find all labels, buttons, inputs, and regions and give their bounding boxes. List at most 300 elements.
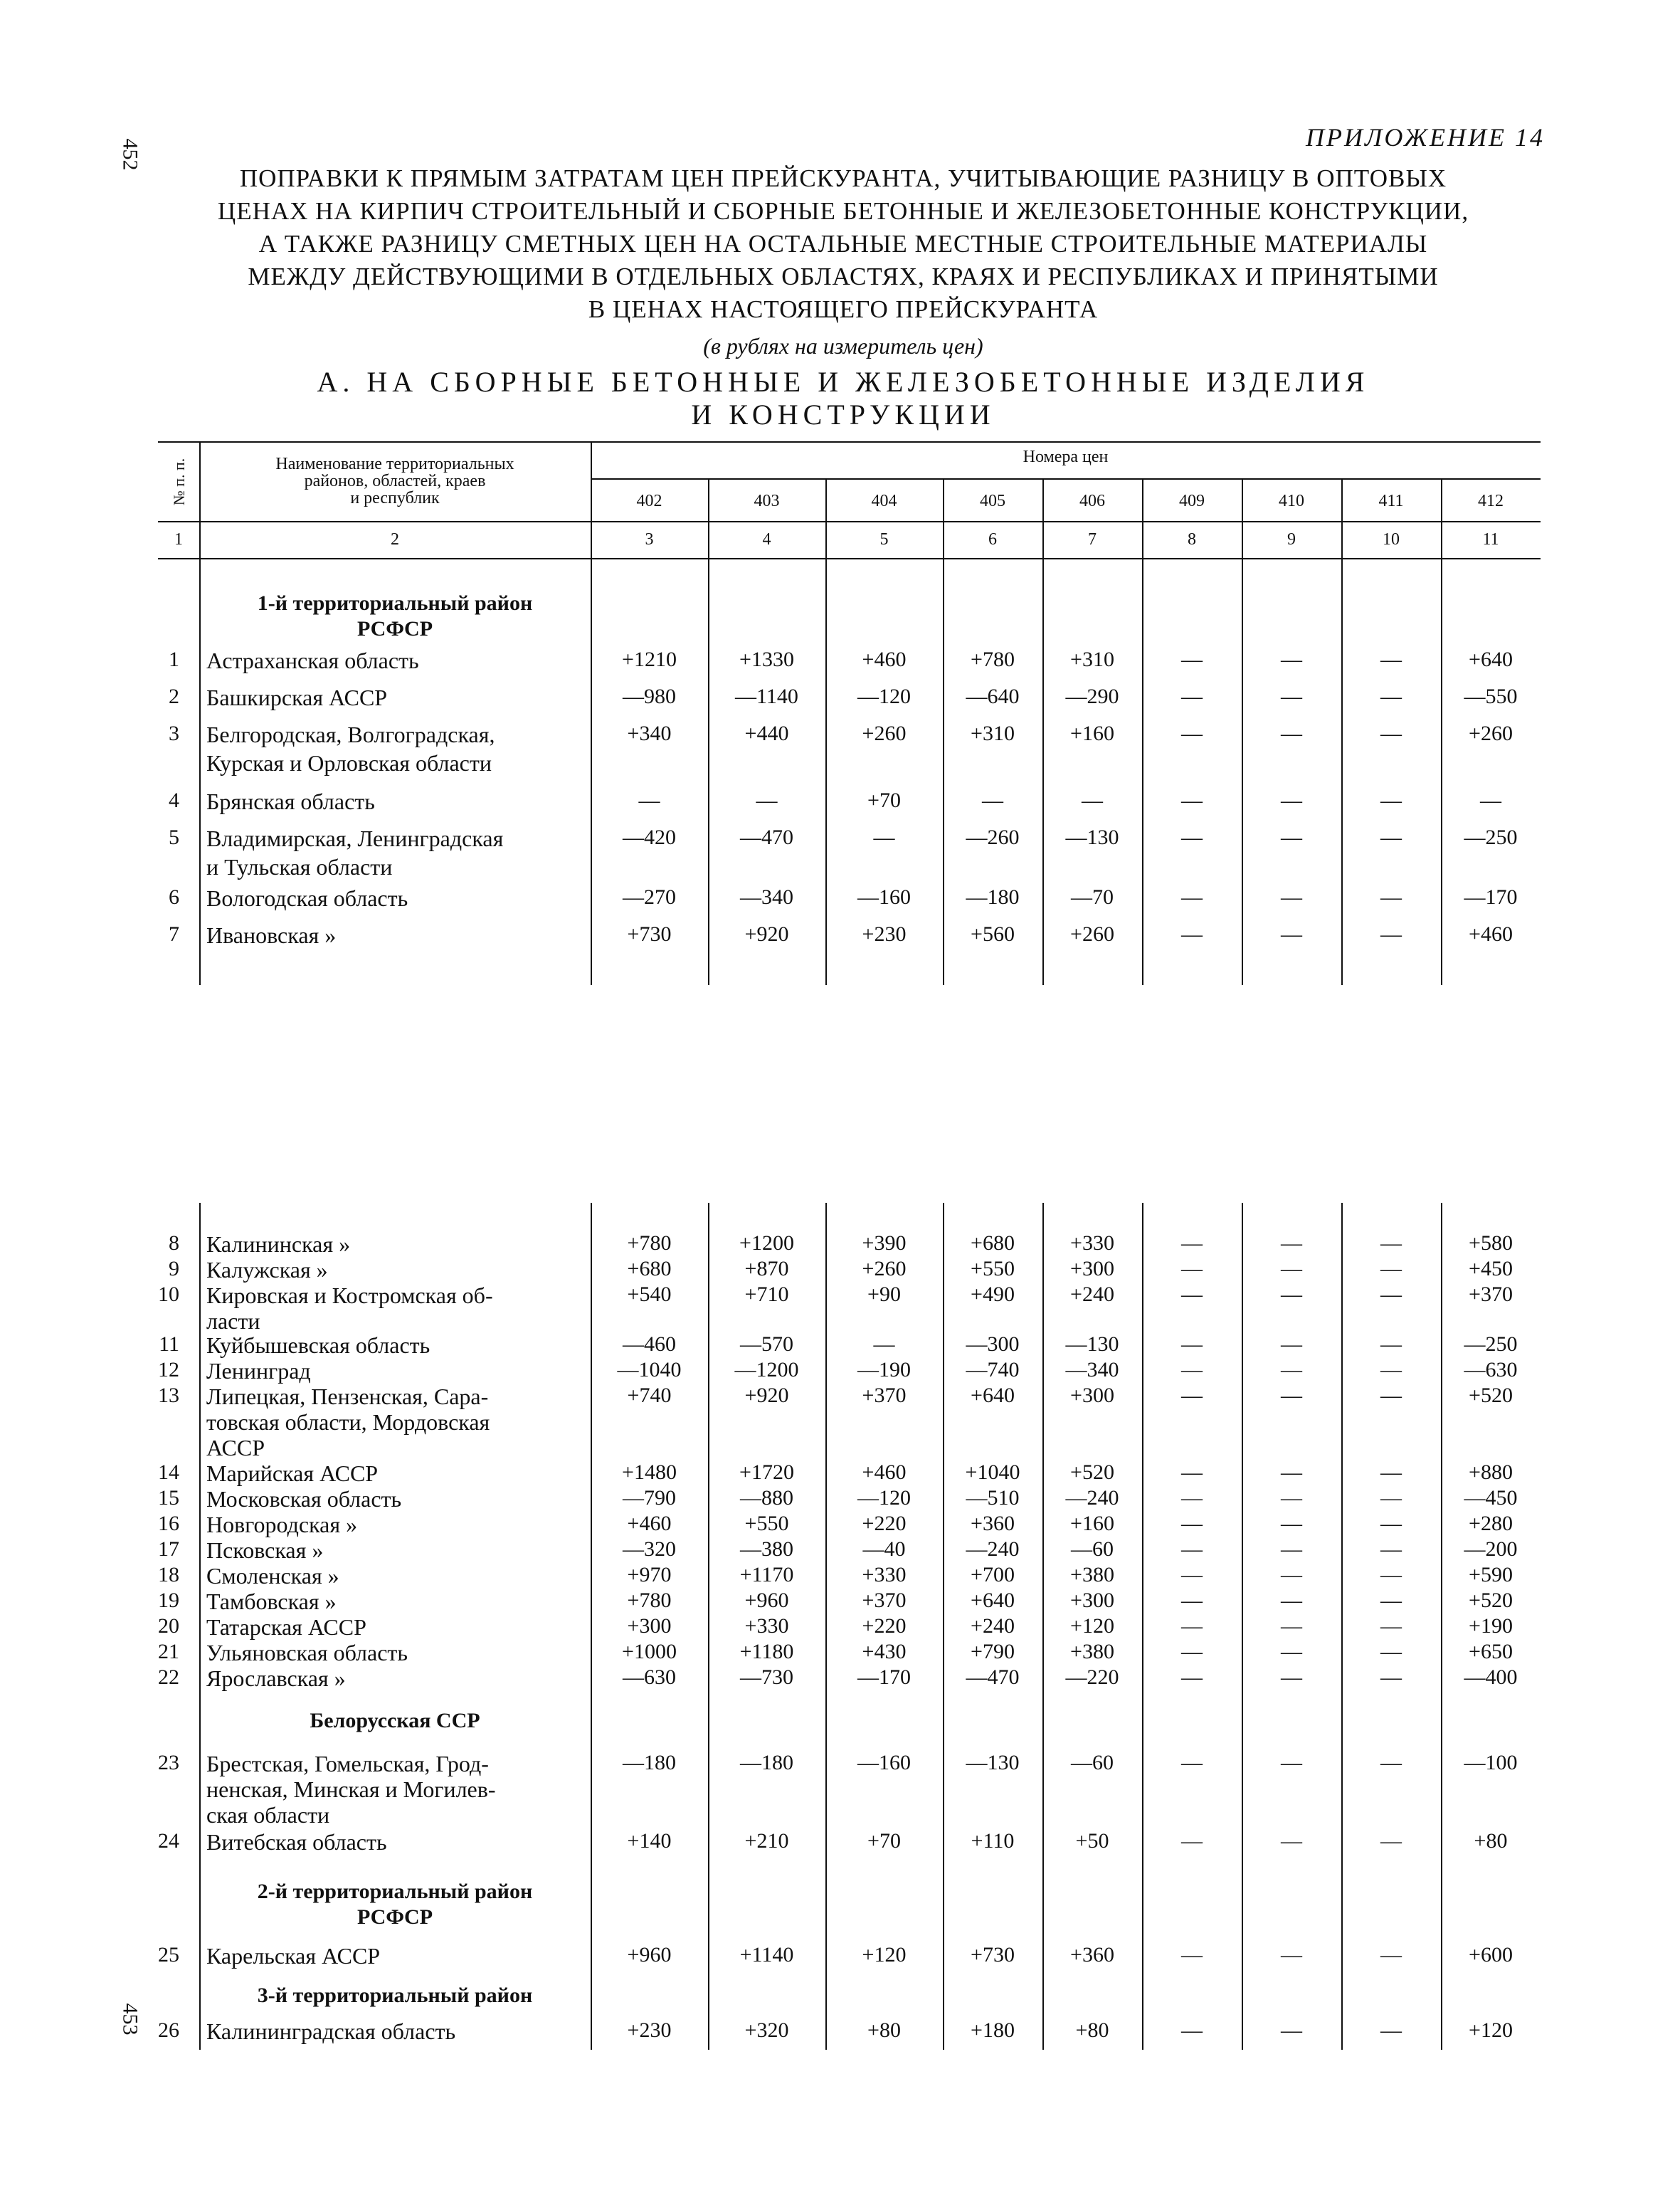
table-top-rule (158, 441, 1541, 443)
row-number: 20 (158, 1614, 179, 1638)
price-correction: +300 (1070, 1384, 1114, 1407)
price-correction: +380 (1070, 1640, 1114, 1663)
row-number: 22 (158, 1665, 179, 1689)
price-correction: +640 (971, 1384, 1015, 1407)
row-number: 5 (169, 826, 179, 849)
header-col-number: 7 (1088, 530, 1097, 549)
header-name-col: Наименование территориальных (275, 455, 514, 473)
price-correction: — (1480, 789, 1501, 812)
price-correction: —980 (623, 685, 676, 708)
price-correction: — (1181, 1829, 1203, 1853)
price-correction: — (1281, 1829, 1302, 1853)
price-correction: +160 (1070, 1512, 1114, 1535)
title-line: А ТАКЖЕ РАЗНИЦУ СМЕТНЫХ ЦЕН НА ОСТАЛЬНЫЕ МЕСТНЫЕ СТРОИТЕЛЬНЫЕ МАТЕРИАЛЫ (258, 230, 1428, 258)
price-correction: — (1380, 1332, 1402, 1356)
price-correction: —40 (862, 1537, 906, 1561)
header-num-label: № п. п. (170, 458, 188, 506)
price-correction: — (638, 789, 660, 812)
header-col-number: 1 (174, 530, 183, 549)
body-vline (1341, 558, 1343, 985)
price-correction: — (1181, 1614, 1203, 1638)
section-title-line: И КОНСТРУКЦИИ (691, 399, 995, 431)
appendix-label: ПРИЛОЖЕНИЕ 14 (1306, 123, 1545, 152)
price-correction: — (1380, 1257, 1402, 1280)
price-correction: — (1181, 1751, 1203, 1774)
price-correction: +1720 (739, 1460, 794, 1484)
price-correction: — (1281, 1589, 1302, 1612)
header-name-col: и республик (350, 489, 440, 507)
region-name: Марийская АССР (206, 1460, 379, 1486)
price-correction: +310 (1070, 648, 1114, 671)
region-name: Курская и Орловская области (206, 750, 492, 776)
price-correction: —290 (1065, 685, 1119, 708)
header-col-number: 9 (1287, 530, 1296, 549)
region-name: Вологодская область (206, 885, 408, 911)
price-correction: +920 (744, 922, 789, 946)
price-correction: — (1380, 789, 1402, 812)
price-correction: — (1380, 2018, 1402, 2042)
region-name: Кировская и Костромская об- (206, 1283, 493, 1308)
price-correction: — (1281, 2018, 1302, 2042)
price-correction: —120 (857, 685, 911, 708)
price-correction: +520 (1469, 1589, 1513, 1612)
row-number: 4 (169, 789, 179, 812)
price-correction: +390 (862, 1231, 907, 1255)
price-correction: —340 (740, 885, 793, 909)
header-bottom-rule (158, 521, 1541, 522)
price-correction: — (1380, 922, 1402, 946)
price-correction: —60 (1071, 1751, 1114, 1774)
body-vline (708, 558, 709, 985)
body-vline (591, 1203, 592, 2050)
row-number: 10 (158, 1283, 179, 1306)
price-correction: +650 (1469, 1640, 1513, 1663)
header-price-code: 409 (1179, 492, 1205, 510)
price-correction: +960 (744, 1589, 789, 1612)
row-number: 19 (158, 1589, 179, 1612)
price-correction: +330 (862, 1563, 907, 1586)
region-name: и Тульская области (206, 854, 393, 880)
price-correction: —260 (966, 826, 1020, 849)
price-correction: +230 (627, 2018, 672, 2042)
price-correction: —130 (1065, 826, 1119, 849)
price-correction: — (1181, 1537, 1203, 1561)
header-price-code: 402 (636, 492, 662, 510)
price-correction: — (982, 789, 1003, 812)
price-correction: +700 (971, 1563, 1015, 1586)
row-number: 2 (169, 685, 179, 708)
price-correction: +430 (862, 1640, 907, 1663)
price-correction: — (873, 1332, 895, 1356)
price-correction: —570 (740, 1332, 793, 1356)
price-correction: — (873, 826, 895, 849)
region-name: Ульяновская область (206, 1640, 408, 1665)
header-name-col: районов, областей, краев (304, 472, 486, 490)
price-correction: +710 (744, 1283, 789, 1306)
price-correction: — (1181, 1332, 1203, 1356)
group-title: РСФСР (356, 1905, 433, 1929)
price-correction: — (1281, 826, 1302, 849)
price-correction: +780 (627, 1589, 672, 1612)
region-name: ненская, Минская и Могилев- (206, 1776, 496, 1802)
price-correction: +260 (862, 722, 907, 745)
price-correction: — (1281, 1384, 1302, 1407)
price-correction: +740 (627, 1384, 672, 1407)
price-correction: — (1181, 885, 1203, 909)
price-correction: — (1281, 722, 1302, 745)
price-correction: —740 (966, 1358, 1020, 1381)
price-correction: +160 (1070, 722, 1114, 745)
price-correction: +120 (1070, 1614, 1114, 1638)
price-correction: +260 (1070, 922, 1114, 946)
price-correction: +450 (1469, 1257, 1513, 1280)
price-correction: +880 (1469, 1460, 1513, 1484)
price-correction: —380 (740, 1537, 793, 1561)
price-correction: — (1380, 1829, 1402, 1853)
price-correction: +300 (627, 1614, 672, 1638)
price-correction: — (1181, 1943, 1203, 1966)
price-correction: +120 (862, 1943, 907, 1966)
region-name: Витебская область (206, 1829, 387, 1855)
region-name: Брестская, Гомельская, Грод- (206, 1751, 489, 1776)
price-correction: — (1181, 1512, 1203, 1535)
price-correction: —60 (1071, 1537, 1114, 1561)
price-correction: +370 (862, 1589, 907, 1612)
price-correction: +640 (971, 1589, 1015, 1612)
header-col-number: 3 (645, 530, 654, 549)
price-correction: —340 (1065, 1358, 1119, 1381)
price-correction: +590 (1469, 1563, 1513, 1586)
price-correction: +300 (1070, 1257, 1114, 1280)
price-correction: +1140 (739, 1943, 794, 1966)
price-correction: —640 (966, 685, 1020, 708)
price-correction: — (1281, 1563, 1302, 1586)
header-col-number: 11 (1482, 530, 1499, 549)
price-correction: +1330 (739, 648, 794, 671)
units-note: (в рублях на измеритель цен) (703, 333, 983, 359)
price-correction: — (756, 789, 778, 812)
region-name: Башкирская АССР (206, 685, 388, 710)
price-correction: — (1380, 1640, 1402, 1663)
price-correction: —470 (966, 1665, 1020, 1689)
region-name: Калужская » (206, 1257, 328, 1283)
header-col-number: 4 (762, 530, 771, 549)
row-number: 13 (158, 1384, 179, 1407)
price-correction: +680 (971, 1231, 1015, 1255)
price-correction: — (1380, 1231, 1402, 1255)
price-correction: +730 (627, 922, 672, 946)
row-number: 12 (158, 1358, 179, 1381)
price-correction: — (1281, 1665, 1302, 1689)
body-vline (825, 1203, 827, 2050)
price-correction: —170 (857, 1665, 911, 1689)
page-number-top: 452 (118, 138, 142, 171)
price-correction: +1210 (622, 648, 677, 671)
price-correction: —1040 (617, 1358, 682, 1381)
price-correction: +440 (744, 722, 789, 745)
region-name: Татарская АССР (206, 1614, 366, 1640)
price-correction: —630 (1464, 1358, 1518, 1381)
price-correction: +1180 (739, 1640, 794, 1663)
region-name: Калининградская область (206, 2018, 456, 2044)
price-correction: —180 (623, 1751, 676, 1774)
region-name: АССР (206, 1435, 265, 1460)
price-correction: — (1082, 789, 1103, 812)
group-title: РСФСР (356, 617, 433, 641)
row-number: 24 (158, 1829, 179, 1853)
price-correction: — (1380, 1563, 1402, 1586)
price-correction: —240 (1065, 1486, 1119, 1510)
price-correction: —250 (1464, 826, 1518, 849)
price-correction: +460 (627, 1512, 672, 1535)
price-correction: —250 (1464, 1332, 1518, 1356)
price-correction: — (1181, 1486, 1203, 1510)
price-correction: —320 (623, 1537, 676, 1561)
price-correction: —130 (1065, 1332, 1119, 1356)
price-correction: — (1380, 1589, 1402, 1612)
price-correction: +320 (744, 2018, 789, 2042)
price-correction: — (1281, 1332, 1302, 1356)
price-correction: +80 (867, 2018, 901, 2042)
price-correction: —160 (857, 1751, 911, 1774)
region-name: Калининская » (206, 1231, 351, 1257)
price-correction: —300 (966, 1332, 1020, 1356)
header-price-code: 412 (1478, 492, 1504, 510)
price-correction: +240 (971, 1614, 1015, 1638)
region-name: Тамбовская » (206, 1589, 337, 1614)
price-correction: — (1181, 1665, 1203, 1689)
price-correction: — (1181, 922, 1203, 946)
header-col-number: 2 (391, 530, 399, 549)
row-number: 11 (159, 1332, 179, 1356)
row-number: 9 (169, 1257, 179, 1280)
price-correction: — (1380, 826, 1402, 849)
price-correction: —460 (623, 1332, 676, 1356)
price-correction: +490 (971, 1283, 1015, 1306)
section-title-line: А. НА СБОРНЫЕ БЕТОННЫЕ И ЖЕЛЕЗОБЕТОННЫЕ ИЗДЕЛИЯ (317, 366, 1370, 398)
price-correction: — (1181, 2018, 1203, 2042)
price-correction: — (1181, 722, 1203, 745)
row-number: 16 (158, 1512, 179, 1535)
title-line: ЦЕНАХ НА КИРПИЧ СТРОИТЕЛЬНЫЙ И СБОРНЫЕ БЕТОННЫЕ И ЖЕЛЕЗОБЕТОННЫЕ КОНСТРУКЦИИ, (217, 197, 1469, 225)
price-correction: +220 (862, 1512, 907, 1535)
region-name: Липецкая, Пензенская, Сара- (206, 1384, 489, 1409)
price-correction: —170 (1464, 885, 1518, 909)
price-correction: —100 (1464, 1751, 1518, 1774)
price-correction: +310 (971, 722, 1015, 745)
price-correction: — (1181, 1358, 1203, 1381)
price-correction: +80 (1075, 2018, 1109, 2042)
region-name: ласти (206, 1308, 260, 1334)
region-name: ская области (206, 1802, 330, 1828)
header-price-code: 403 (754, 492, 780, 510)
header-col-number: 5 (879, 530, 889, 549)
price-correction: — (1181, 1460, 1203, 1484)
price-correction: —180 (740, 1751, 793, 1774)
price-correction: —1200 (734, 1358, 799, 1381)
price-correction: +580 (1469, 1231, 1513, 1255)
price-correction: +520 (1469, 1384, 1513, 1407)
region-name: Московская область (206, 1486, 402, 1512)
region-name: Астраханская область (206, 648, 419, 673)
price-correction: —200 (1464, 1537, 1518, 1561)
price-correction: — (1281, 685, 1302, 708)
price-correction: —790 (623, 1486, 676, 1510)
price-correction: — (1281, 1486, 1302, 1510)
price-correction: +460 (862, 648, 907, 671)
region-name: Карельская АССР (206, 1943, 381, 1969)
price-correction: — (1281, 1231, 1302, 1255)
price-correction: +190 (1469, 1614, 1513, 1638)
price-correction: —180 (966, 885, 1020, 909)
price-correction: — (1380, 722, 1402, 745)
price-correction: — (1281, 885, 1302, 909)
price-correction: +380 (1070, 1563, 1114, 1586)
header-price-code: 404 (871, 492, 897, 510)
price-correction: — (1281, 1537, 1302, 1561)
price-correction: —220 (1065, 1665, 1119, 1689)
header-col-number: 8 (1188, 530, 1196, 549)
body-vline (943, 558, 944, 985)
price-correction: — (1181, 789, 1203, 812)
price-correction: +50 (1075, 1829, 1109, 1853)
price-correction: +110 (971, 1829, 1015, 1853)
title-line: ПОПРАВКИ К ПРЯМЫМ ЗАТРАТАМ ЦЕН ПРЕЙСКУРАНТА, УЧИТЫВАЮЩИЕ РАЗНИЦУ В ОПТОВЫХ (239, 164, 1447, 192)
price-correction: +550 (971, 1257, 1015, 1280)
price-correction: +330 (744, 1614, 789, 1638)
price-correction: — (1181, 1257, 1203, 1280)
price-correction: +300 (1070, 1589, 1114, 1612)
row-number: 26 (158, 2018, 179, 2042)
price-correction: — (1380, 1460, 1402, 1484)
price-correction: +120 (1469, 2018, 1513, 2042)
price-correction: — (1380, 1384, 1402, 1407)
price-correction: —470 (740, 826, 793, 849)
price-correction: — (1380, 1751, 1402, 1774)
price-correction: +970 (627, 1563, 672, 1586)
price-correction: — (1281, 1283, 1302, 1306)
price-correction: —270 (623, 885, 676, 909)
header-col-number: 10 (1383, 530, 1400, 549)
group-title: Белорусская ССР (310, 1709, 480, 1732)
row-number: 3 (169, 722, 179, 745)
price-correction: —190 (857, 1358, 911, 1381)
header-price-code: 411 (1378, 492, 1404, 510)
price-correction: — (1281, 1943, 1302, 1966)
price-correction: — (1281, 1358, 1302, 1381)
price-correction: — (1380, 685, 1402, 708)
price-correction: — (1380, 1665, 1402, 1689)
price-correction: +1170 (739, 1563, 794, 1586)
row-number: 14 (158, 1460, 179, 1484)
region-name: Ярославская » (206, 1665, 346, 1691)
price-correction: — (1281, 1640, 1302, 1663)
price-correction: — (1181, 1563, 1203, 1586)
region-name: Белгородская, Волгоградская, (206, 722, 495, 747)
price-correction: — (1380, 648, 1402, 671)
price-correction: — (1380, 1486, 1402, 1510)
price-correction: +790 (971, 1640, 1015, 1663)
price-correction: +140 (627, 1829, 672, 1853)
price-correction: — (1281, 648, 1302, 671)
colnum-bottom-rule (158, 558, 1541, 559)
header-num-col (158, 445, 199, 519)
price-correction: —130 (966, 1751, 1020, 1774)
price-correction: +680 (627, 1257, 672, 1280)
region-name: Смоленская » (206, 1563, 339, 1589)
price-correction: — (1281, 1512, 1302, 1535)
price-correction: +460 (862, 1460, 907, 1484)
price-correction: —70 (1071, 885, 1114, 909)
price-correction: +870 (744, 1257, 789, 1280)
price-correction: +360 (971, 1512, 1015, 1535)
price-correction: —160 (857, 885, 911, 909)
title-line: В ЦЕНАХ НАСТОЯЩЕГО ПРЕЙСКУРАНТА (588, 295, 1099, 323)
header-price-code: 406 (1079, 492, 1105, 510)
price-correction: — (1181, 1589, 1203, 1612)
row-number: 21 (158, 1640, 179, 1663)
body-vline (1441, 558, 1442, 985)
price-correction: — (1380, 1512, 1402, 1535)
price-correction: — (1181, 648, 1203, 671)
price-correction: +260 (1469, 722, 1513, 745)
row-number: 8 (169, 1231, 179, 1255)
price-correction: — (1281, 1460, 1302, 1484)
price-correction: —450 (1464, 1486, 1518, 1510)
group-title: 2-й территориальный район (257, 1880, 533, 1903)
price-correction: +370 (1469, 1283, 1513, 1306)
price-correction: +210 (744, 1829, 789, 1853)
price-correction: +180 (971, 2018, 1015, 2042)
price-correction: +70 (867, 1829, 901, 1853)
price-correction: —1140 (735, 685, 798, 708)
price-correction: +780 (627, 1231, 672, 1255)
price-correction: — (1181, 1231, 1203, 1255)
price-correction: +240 (1070, 1283, 1114, 1306)
row-number: 6 (169, 885, 179, 909)
price-correction: +370 (862, 1384, 907, 1407)
page-number-bottom: 453 (118, 2003, 142, 2036)
price-correction: +1000 (622, 1640, 677, 1663)
header-col-number: 6 (988, 530, 997, 549)
body-vline (591, 558, 592, 985)
price-correction: +230 (862, 922, 907, 946)
body-vline (825, 558, 827, 985)
price-correction: —510 (966, 1486, 1020, 1510)
body-vline (1142, 558, 1143, 985)
price-correction: — (1281, 1614, 1302, 1638)
price-correction: —880 (740, 1486, 793, 1510)
price-correction: — (1181, 1384, 1203, 1407)
price-correction: — (1281, 789, 1302, 812)
price-correction: +340 (627, 722, 672, 745)
title-line: МЕЖДУ ДЕЙСТВУЮЩИМИ В ОТДЕЛЬНЫХ ОБЛАСТЯХ, КРАЯХ И РЕСПУБЛИКАХ И ПРИНЯТЫМИ (248, 263, 1439, 290)
price-correction: +960 (627, 1943, 672, 1966)
region-name: Псковская » (206, 1537, 324, 1563)
price-correction: +70 (867, 789, 901, 812)
price-correction: +520 (1070, 1460, 1114, 1484)
price-correction: —120 (857, 1486, 911, 1510)
group-title: 3-й территориальный район (257, 1984, 533, 2007)
price-correction: +780 (971, 648, 1015, 671)
price-correction: —420 (623, 826, 676, 849)
price-correction: — (1380, 1614, 1402, 1638)
section-title (142, 366, 1544, 431)
document-title (142, 162, 1544, 326)
price-correction: +220 (862, 1614, 907, 1638)
price-correction: +540 (627, 1283, 672, 1306)
row-number: 7 (169, 922, 179, 946)
